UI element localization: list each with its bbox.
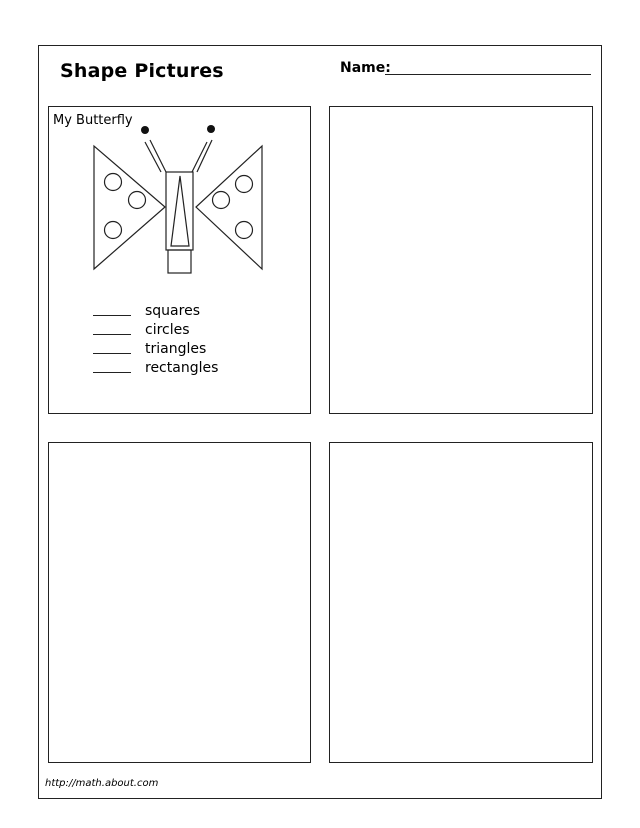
answer-blank[interactable] <box>93 334 131 335</box>
name-label: Name: <box>340 60 391 76</box>
answer-blank[interactable] <box>93 372 131 373</box>
answer-blank[interactable] <box>93 315 131 316</box>
antenna-tip-left <box>141 126 149 134</box>
count-row-squares <box>93 303 293 321</box>
answer-blank[interactable] <box>93 353 131 354</box>
count-label: squares <box>145 303 200 319</box>
right-wing-circle-2 <box>213 192 230 209</box>
left-wing-circle-2 <box>129 192 146 209</box>
left-wing-circle-1 <box>105 174 122 191</box>
count-label: rectangles <box>145 360 219 376</box>
right-wing-triangle <box>196 146 262 269</box>
antenna-right-edge <box>197 140 212 172</box>
drawing-panel-4[interactable] <box>329 442 593 763</box>
page-title: Shape Pictures <box>60 60 224 82</box>
count-label: triangles <box>145 341 207 357</box>
count-row-rectangles <box>93 360 293 378</box>
antenna-tip-right <box>207 125 215 133</box>
butterfly-drawing <box>91 122 266 277</box>
count-label: circles <box>145 322 190 338</box>
drawing-panel-3[interactable] <box>48 442 311 763</box>
left-wing-circle-3 <box>105 222 122 239</box>
count-row-circles <box>93 322 293 340</box>
count-row-triangles <box>93 341 293 359</box>
left-wing-triangle <box>94 146 165 269</box>
name-field[interactable] <box>385 74 591 75</box>
right-wing-circle-1 <box>236 176 253 193</box>
source-url: http://math.about.com <box>45 778 159 789</box>
right-wing-circle-3 <box>236 222 253 239</box>
tail-square <box>168 250 191 273</box>
drawing-panel-butterfly <box>48 106 311 414</box>
panel-caption: My Butterfly <box>53 113 133 128</box>
body-triangle <box>171 176 189 246</box>
drawing-panel-2[interactable] <box>329 106 593 414</box>
